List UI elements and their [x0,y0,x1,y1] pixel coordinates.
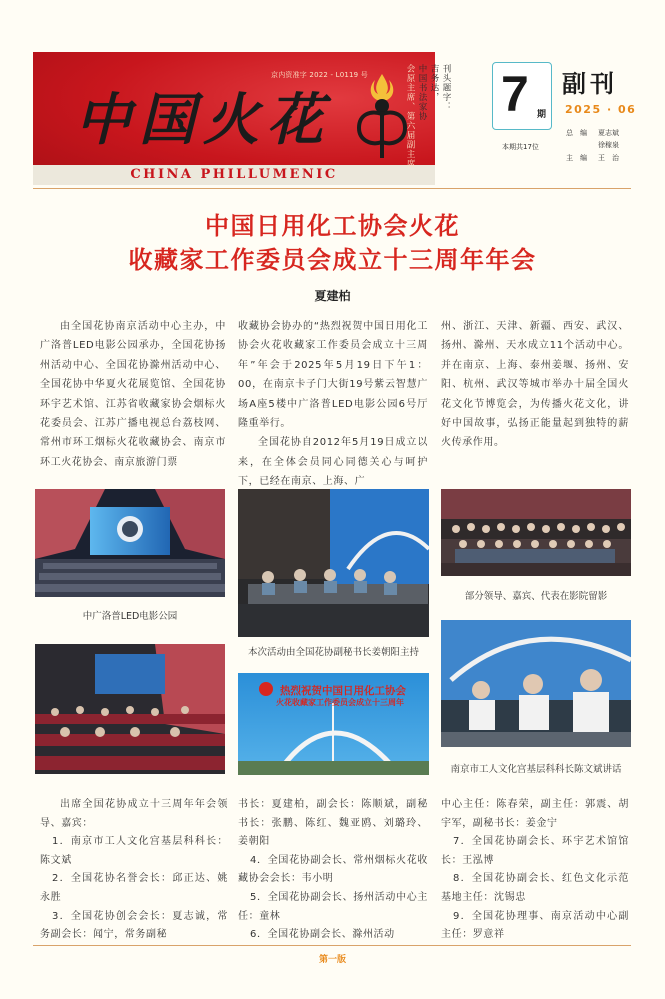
article-column-3 [441,317,629,453]
guest-column-1 [40,796,228,945]
article-column-2 [238,317,428,492]
guest-item: 4．全国花协副会长、常州烟标火花收藏协会会长：韦小明 [238,854,428,885]
headline-line-2: 收藏家工作委员会成立十三周年年会 [128,246,537,274]
guest-item: 6．全国花协副会长、滁州活动 [250,929,395,941]
staff-name: 王 治 [598,154,619,162]
staff-role: 总 编 [566,129,587,137]
guest-item: 1．南京市工人文化宫基层科科长：陈文斌 [40,836,228,866]
photo-audience [35,644,225,774]
masthead-english-name: CHINA PHILLUMENIC [130,167,338,182]
divider [33,945,631,946]
photo-screen-bridge [238,673,429,775]
issue-unit: 期 [537,110,547,120]
guest-item: 7．全国花协副会长、环宇艺术馆馆长：王泓博 [441,836,629,866]
headline-line-1: 中国日用化工协会火花 [205,212,460,240]
photo-caption: 中广洛普LED电影公园 [82,611,178,622]
screen-text-line-2: 火花收藏家工作委员会成立十三周年 [276,698,404,707]
guest-item: 3．全国花协创会会长：夏志诚，常务副会长：闻宁，常务副秘 [40,910,228,941]
photo-caption: 南京市工人文化宫基层科科长陈文斌讲话 [450,764,622,775]
masthead-title: 中国火花 [75,87,331,153]
photo-caption: 部分领导、嘉宾、代表在影院留影 [464,591,608,602]
staff-name: 夏志斌 [598,129,619,137]
guest-column-2 [238,796,428,945]
paragraph: 由全国花协南京活动中心主办，中广洛普LED电影公园承办，全国花协扬州活动中心、全国花协滁州活动中心、全国花协中华夏火花展览馆、全国花协环宇艺术馆、江苏省收藏家协会烟标火花委员会、江苏广播电视总台荔枝网、常州市环工烟标火花收藏协会、南京市环工火花协会、南京旅游门票 [40,321,226,468]
byline: 夏建柏 [314,289,351,303]
guest-intro: 出席全国花协成立十三周年年会领导、嘉宾： [40,799,228,829]
paragraph: 全国花协自2012年5月19日成立以来，在全体会员同心同德关心与呵护下，已经在南京、上海、广 [238,437,428,488]
issue-number: 7 [501,66,529,122]
masthead [33,52,435,185]
photo-caption: 本次活动由全国花协副秘书长姜朝阳主持 [247,647,419,658]
total-issue-text: 本期共17位 [502,143,539,151]
staff-role: 主 编 [566,154,587,162]
divider [33,188,631,189]
photo-cinema-hall [35,489,225,597]
supplement-label: 副刊 [562,70,618,98]
guest-continued: 中心主任：陈春荣，副主任：郭震、胡宇军，副秘书长：姜金宁 [441,799,629,829]
screen-text-line-1: 热烈祝贺中国日用化工协会 [280,685,406,697]
guest-item: 8．全国花协副会长、红色文化示范基地主任：沈锡忠 [441,873,629,903]
photo-meeting-table [238,489,429,637]
issue-number-box [492,62,552,130]
inscription-line: 会原主席、第六届副主席 [405,64,415,169]
photo-speaker [441,620,631,747]
guest-column-3 [441,796,629,945]
staff-name: 徐稼泉 [598,141,619,149]
guest-item: 5．全国花协副会长、扬州活动中心主任：童林 [238,891,428,922]
inscription-line: 吉务达， [429,64,439,102]
inscription-line: 中国书法家协 [417,64,427,121]
inscription-line: 刊头题字： [441,64,451,112]
article-column-1 [40,317,226,472]
guest-item: 9．全国花协理事、南京活动中心副主任：罗意祥 [441,910,629,941]
paragraph: 州、浙江、天津、新疆、西安、武汉、扬州、滁州、天水成立11个活动中心。并在南京、上海、泰州姜堰、扬州、安阳、杭州、武汉等城市举办十届全国火花文化节博览会，为传播火花文化，讲好中国故事，弘扬正能量起到独特的薪火传承作用。 [441,321,629,449]
english-name-band [33,165,435,185]
guest-item: 2．全国花协名誉会长：邱正达、姚永胜 [40,873,228,903]
issn-text: 京内资准字 2022 - L0119 号 [271,71,368,79]
guest-continued: 书长：夏建柏，副会长：陈顺斌，副秘书长：张鹏、陈红、魏亚鸥、刘璐玲、姜朝阳 [238,799,428,848]
paragraph: 收藏协会协办的“热烈祝贺中国日用化工协会火花收藏家工作委员会成立十三周年”年会于2025年5月19日下午1：00，在南京卡子门大街19号紫云智慧广场A座5楼中广洛普LED电影公园6号厅隆重举行。 [238,321,428,430]
photo-group [441,489,631,576]
page-label: 第一版 [318,955,346,965]
issue-date: 2025 · 06 [565,103,637,116]
